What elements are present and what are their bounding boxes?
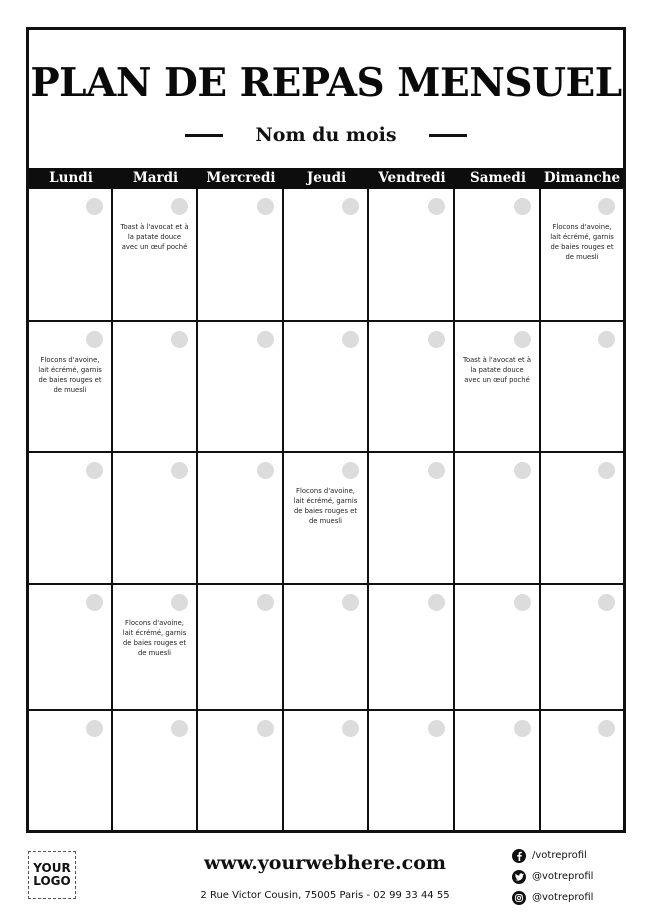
day-cell[interactable] (113, 322, 198, 453)
day-cell[interactable] (113, 585, 198, 711)
meal-plan-frame (26, 27, 626, 833)
date-marker-circle (86, 594, 103, 611)
date-marker-circle (86, 720, 103, 737)
date-marker-circle (342, 331, 359, 348)
day-cell[interactable] (284, 322, 369, 453)
weekday-header (29, 168, 623, 189)
day-cell[interactable] (284, 585, 369, 711)
day-cell[interactable] (369, 189, 455, 322)
page-title: PLAN DE REPAS MENSUEL (30, 60, 622, 106)
day-4: Vendredi (378, 170, 446, 186)
facebook-icon (512, 849, 526, 863)
day-cell[interactable] (198, 585, 284, 711)
day-cell[interactable] (29, 453, 113, 585)
meal-text: Flocons d'avoine, lait écrémé, garnis de baies rouges et de muesli (550, 223, 614, 261)
date-marker-circle (598, 331, 615, 348)
date-marker-circle (342, 462, 359, 479)
day-cell[interactable] (369, 322, 455, 453)
meal-text: Flocons d'avoine, lait écrémé, garnis de baies rouges et de muesli (122, 619, 187, 657)
day-cell[interactable] (541, 189, 623, 322)
day-2: Mercredi (206, 170, 276, 186)
day-cell[interactable] (29, 322, 113, 453)
date-marker-circle (86, 198, 103, 215)
date-marker-circle (257, 462, 274, 479)
day-cell[interactable] (541, 453, 623, 585)
instagram-handle: @votreprofil (532, 892, 594, 903)
logo-text: YOUR LOGO (33, 861, 71, 888)
instagram-icon (512, 891, 526, 905)
meal-text: Toast à l'avocat et à la patate douce avec un œuf poché (462, 356, 531, 384)
date-marker-circle (514, 462, 531, 479)
date-marker-circle (171, 462, 188, 479)
day-cell[interactable] (455, 189, 541, 322)
date-marker-circle (86, 331, 103, 348)
day-cell[interactable] (541, 322, 623, 453)
website-link[interactable]: www.yourwebhere.com (204, 852, 446, 874)
date-marker-circle (171, 594, 188, 611)
date-marker-circle (598, 594, 615, 611)
day-1: Mardi (132, 170, 179, 186)
twitter-icon (512, 870, 526, 884)
meal-text: Toast à l'avocat et à la patate douce avec un œuf poché (120, 223, 189, 251)
day-cell[interactable] (29, 585, 113, 711)
day-cell[interactable] (369, 585, 455, 711)
footer (0, 840, 650, 919)
calendar-grid (29, 189, 623, 830)
subtitle-rule-right (429, 134, 467, 137)
day-cell[interactable] (455, 585, 541, 711)
day-cell[interactable] (284, 189, 369, 322)
date-marker-circle (257, 198, 274, 215)
day-cell[interactable] (113, 453, 198, 585)
address-text: 2 Rue Victor Cousin, 75005 Paris - 02 99 33 44 55 (200, 890, 450, 901)
date-marker-circle (428, 198, 445, 215)
day-3: Jeudi (306, 170, 347, 186)
date-marker-circle (514, 594, 531, 611)
day-6: Dimanche (543, 170, 621, 186)
day-cell[interactable] (369, 711, 455, 830)
date-marker-circle (342, 720, 359, 737)
date-marker-circle (428, 720, 445, 737)
day-cell[interactable] (113, 189, 198, 322)
subtitle-rule-left (185, 134, 223, 137)
day-cell[interactable] (541, 711, 623, 830)
day-cell[interactable] (198, 322, 284, 453)
date-marker-circle (342, 198, 359, 215)
day-cell[interactable] (455, 322, 541, 453)
date-marker-circle (257, 331, 274, 348)
date-marker-circle (598, 720, 615, 737)
day-cell[interactable] (369, 453, 455, 585)
date-marker-circle (171, 198, 188, 215)
day-cell[interactable] (113, 711, 198, 830)
date-marker-circle (257, 594, 274, 611)
date-marker-circle (514, 331, 531, 348)
social-links (512, 845, 593, 908)
day-cell[interactable] (455, 453, 541, 585)
date-marker-circle (428, 594, 445, 611)
meal-text: Flocons d'avoine, lait écrémé, garnis de baies rouges et de muesli (38, 356, 102, 394)
day-cell[interactable] (284, 711, 369, 830)
date-marker-circle (171, 331, 188, 348)
date-marker-circle (342, 594, 359, 611)
day-cell[interactable] (198, 711, 284, 830)
day-cell[interactable] (455, 711, 541, 830)
day-cell[interactable] (29, 189, 113, 322)
date-marker-circle (514, 198, 531, 215)
month-name: Nom du mois (255, 124, 397, 146)
social-instagram[interactable] (512, 887, 593, 908)
date-marker-circle (171, 720, 188, 737)
day-cell[interactable] (29, 711, 113, 830)
day-cell[interactable] (198, 189, 284, 322)
meal-text: Flocons d'avoine, lait écrémé, garnis de baies rouges et de muesli (293, 487, 358, 525)
date-marker-circle (598, 198, 615, 215)
subtitle-row (29, 120, 623, 150)
day-5: Samedi (470, 170, 526, 186)
day-cell[interactable] (198, 453, 284, 585)
social-facebook[interactable] (512, 845, 593, 866)
day-cell[interactable] (284, 453, 369, 585)
date-marker-circle (598, 462, 615, 479)
date-marker-circle (86, 462, 103, 479)
social-twitter[interactable] (512, 866, 593, 887)
date-marker-circle (257, 720, 274, 737)
day-cell[interactable] (541, 585, 623, 711)
date-marker-circle (428, 462, 445, 479)
day-0: Lundi (49, 170, 93, 186)
facebook-handle: /votreprofil (532, 850, 587, 861)
twitter-handle: @votreprofil (532, 871, 594, 882)
date-marker-circle (428, 331, 445, 348)
date-marker-circle (514, 720, 531, 737)
